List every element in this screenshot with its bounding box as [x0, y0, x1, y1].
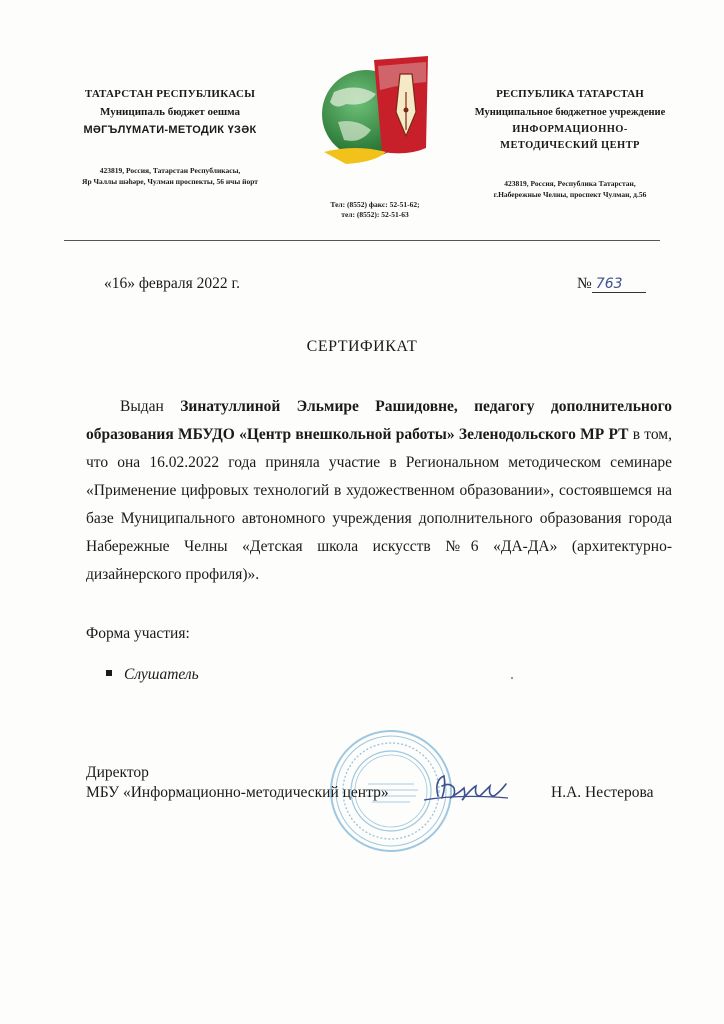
- participation-label: Форма участия:: [86, 625, 190, 642]
- document-number: [577, 275, 646, 293]
- header-tatar-republic: ТАТАРСТАН РЕСПУБЛИКАСЫ: [84, 88, 256, 100]
- header-russian-address-2: г.Набережные Челны, проспект Чулман, д.56: [493, 190, 647, 199]
- header-russian-org-name-2: МЕТОДИЧЕСКИЙ ЦЕНТР: [500, 140, 640, 151]
- yellow-swoosh-shape: [324, 148, 386, 164]
- header-tatar-org-name: МӘГЪЛҮМАТИ-МЕТОДИК ҮЗӘК: [83, 124, 257, 136]
- body-rest: в том, что она 16.02.2022 года приняла участие в Региональном методическом семинаре «Применение цифровых технологий в художественном образовании», состоявшемся на базе Муниципального автономного учреждения дополнительного образования города Набережные Челны «Детская школа искусств №6 «ДА-ДА» (архитектурно-дизайнерского профиля)».: [86, 426, 672, 583]
- document-date: «16» февраля 2022 г.: [104, 275, 240, 292]
- header-tatar-address-1: 423819, Россия, Татарстан Республикасы,: [99, 166, 241, 175]
- header-tatar-block: [40, 88, 300, 186]
- signatory-position-line-2: МБУ «Информационно-методический центр»: [86, 784, 389, 801]
- header-russian-republic: РЕСПУБЛИКА ТАТАРСТАН: [496, 88, 644, 100]
- phone-line-2: тел: (8552): 52-51-63: [341, 210, 409, 219]
- header-russian-org-name-1: ИНФОРМАЦИОННО-: [512, 124, 628, 135]
- participation-list-item: [106, 666, 199, 684]
- header-tatar-org-type: Муниципаль бюджет оешма: [99, 106, 241, 118]
- number-handwritten-value: 763: [592, 276, 646, 293]
- certificate-body: [86, 393, 672, 589]
- participation-role: Слушатель: [124, 666, 199, 683]
- signatory-name: Н.А. Нестерова: [551, 784, 654, 801]
- handwritten-signature-icon: [420, 770, 510, 806]
- header-divider: [64, 240, 660, 241]
- header-russian-address-1: 423819, Россия, Республика Татарстан,: [504, 179, 636, 188]
- body-recipient: Зинатуллиной Эльмире Рашидовне, педагогу дополнительного образования МБУДО «Центр внешкольной работы» Зеленодольского МР РТ: [86, 398, 672, 443]
- speck-mark: [511, 677, 513, 679]
- organization-logo: [316, 52, 432, 172]
- body-intro: Выдан: [120, 398, 181, 415]
- signatory-position-line-1: Директор: [86, 764, 149, 781]
- phone-line-1: Тел: (8552) факс: 52-51-62;: [330, 200, 420, 209]
- number-sign: №: [577, 275, 592, 292]
- signatory-position: [86, 763, 389, 803]
- document-title: СЕРТИФИКАТ: [306, 338, 418, 355]
- bullet-icon: [106, 670, 112, 676]
- header-russian-block: [455, 88, 685, 199]
- header-phones: [300, 200, 450, 220]
- header-tatar-address-2: Яр Чаллы шәһәре, Чулман проспекты, 56 нчы йорт: [82, 177, 258, 186]
- header-russian-org-type: Муниципальное бюджетное учреждение: [474, 107, 666, 118]
